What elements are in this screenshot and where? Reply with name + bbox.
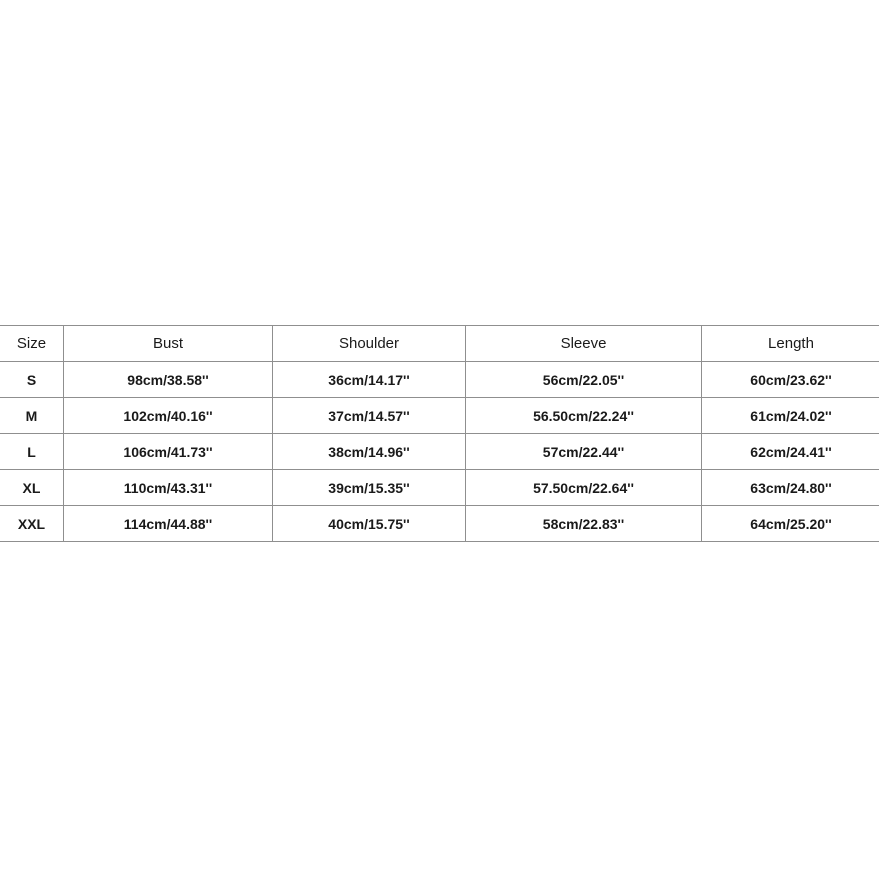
header-size: Size [0, 326, 64, 362]
table-row [0, 434, 879, 470]
length-cell: 61cm/24.02'' [702, 398, 879, 434]
table-row [0, 506, 879, 542]
size-cell: L [0, 434, 64, 470]
size-chart-table [0, 325, 879, 542]
shoulder-cell: 40cm/15.75'' [273, 506, 466, 542]
bust-cell: 110cm/43.31'' [64, 470, 273, 506]
bust-cell: 106cm/41.73'' [64, 434, 273, 470]
bust-cell: 98cm/38.58'' [64, 362, 273, 398]
header-row [0, 326, 879, 362]
sleeve-cell: 56cm/22.05'' [466, 362, 702, 398]
header-shoulder: Shoulder [273, 326, 466, 362]
size-cell: XXL [0, 506, 64, 542]
table-row [0, 362, 879, 398]
header-sleeve: Sleeve [466, 326, 702, 362]
header-length: Length [702, 326, 879, 362]
bust-cell: 102cm/40.16'' [64, 398, 273, 434]
sleeve-cell: 58cm/22.83'' [466, 506, 702, 542]
length-cell: 62cm/24.41'' [702, 434, 879, 470]
sleeve-cell: 57.50cm/22.64'' [466, 470, 702, 506]
header-bust: Bust [64, 326, 273, 362]
size-cell: XL [0, 470, 64, 506]
shoulder-cell: 36cm/14.17'' [273, 362, 466, 398]
length-cell: 64cm/25.20'' [702, 506, 879, 542]
shoulder-cell: 37cm/14.57'' [273, 398, 466, 434]
size-cell: S [0, 362, 64, 398]
shoulder-cell: 39cm/15.35'' [273, 470, 466, 506]
sleeve-cell: 56.50cm/22.24'' [466, 398, 702, 434]
length-cell: 60cm/23.62'' [702, 362, 879, 398]
sleeve-cell: 57cm/22.44'' [466, 434, 702, 470]
shoulder-cell: 38cm/14.96'' [273, 434, 466, 470]
bust-cell: 114cm/44.88'' [64, 506, 273, 542]
table-row [0, 398, 879, 434]
table-row [0, 470, 879, 506]
length-cell: 63cm/24.80'' [702, 470, 879, 506]
size-cell: M [0, 398, 64, 434]
